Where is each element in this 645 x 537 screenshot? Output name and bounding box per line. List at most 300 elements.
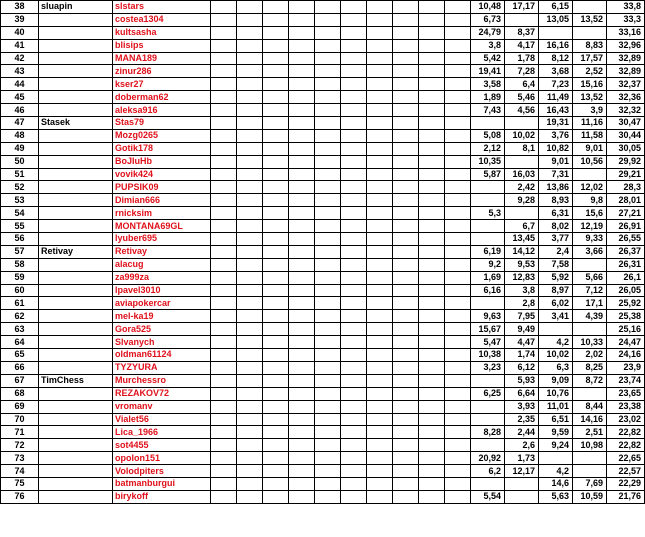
empty-cell: [289, 490, 315, 503]
empty-cell: [263, 387, 289, 400]
rank-cell: 64: [1, 336, 39, 349]
score-cell: 19,31: [539, 117, 573, 130]
empty-cell: [341, 361, 367, 374]
table-row: [1, 310, 645, 323]
empty-cell: [237, 361, 263, 374]
score-cell: 2,42: [505, 181, 539, 194]
empty-cell: [393, 271, 419, 284]
score-cell: 6,15: [539, 1, 573, 14]
rank-cell: 45: [1, 91, 39, 104]
score-cell: [505, 490, 539, 503]
rank-cell: 75: [1, 477, 39, 490]
empty-cell: [419, 181, 445, 194]
empty-cell: [289, 336, 315, 349]
owner-cell: [39, 78, 113, 91]
empty-cell: [393, 65, 419, 78]
empty-cell: [393, 452, 419, 465]
score-cell: 1,73: [505, 452, 539, 465]
empty-cell: [341, 26, 367, 39]
empty-cell: [445, 168, 471, 181]
empty-cell: [445, 194, 471, 207]
empty-cell: [367, 323, 393, 336]
score-cell: 9,2: [471, 258, 505, 271]
empty-cell: [289, 361, 315, 374]
total-score-cell: 22,82: [607, 439, 645, 452]
empty-cell: [237, 207, 263, 220]
score-cell: 13,05: [539, 13, 573, 26]
nickname-cell: opolon151: [113, 452, 211, 465]
empty-cell: [367, 258, 393, 271]
score-cell: 10,02: [539, 349, 573, 362]
empty-cell: [367, 194, 393, 207]
empty-cell: [211, 1, 237, 14]
empty-cell: [445, 452, 471, 465]
empty-cell: [211, 323, 237, 336]
empty-cell: [341, 349, 367, 362]
empty-cell: [367, 400, 393, 413]
rank-cell: 74: [1, 465, 39, 478]
score-cell: 10,98: [573, 439, 607, 452]
empty-cell: [315, 220, 341, 233]
score-cell: 1,89: [471, 91, 505, 104]
table-row: [1, 26, 645, 39]
score-cell: 14,16: [573, 413, 607, 426]
empty-cell: [445, 413, 471, 426]
nickname-cell: vromanv: [113, 400, 211, 413]
empty-cell: [211, 361, 237, 374]
empty-cell: [315, 310, 341, 323]
nickname-cell: aviapokercar: [113, 297, 211, 310]
rank-cell: 68: [1, 387, 39, 400]
empty-cell: [393, 374, 419, 387]
score-cell: 4,2: [539, 465, 573, 478]
empty-cell: [315, 78, 341, 91]
empty-cell: [211, 233, 237, 246]
empty-cell: [419, 452, 445, 465]
empty-cell: [367, 1, 393, 14]
score-cell: 5,66: [573, 271, 607, 284]
owner-cell: [39, 361, 113, 374]
owner-cell: [39, 297, 113, 310]
empty-cell: [263, 129, 289, 142]
empty-cell: [315, 104, 341, 117]
empty-cell: [289, 13, 315, 26]
score-cell: 10,48: [471, 1, 505, 14]
empty-cell: [211, 78, 237, 91]
empty-cell: [315, 477, 341, 490]
empty-cell: [393, 52, 419, 65]
empty-cell: [315, 168, 341, 181]
score-cell: 6,19: [471, 245, 505, 258]
empty-cell: [263, 284, 289, 297]
empty-cell: [289, 104, 315, 117]
empty-cell: [237, 91, 263, 104]
empty-cell: [263, 297, 289, 310]
score-cell: 10,38: [471, 349, 505, 362]
empty-cell: [445, 374, 471, 387]
empty-cell: [445, 207, 471, 220]
empty-cell: [393, 336, 419, 349]
empty-cell: [263, 426, 289, 439]
empty-cell: [263, 168, 289, 181]
empty-cell: [419, 361, 445, 374]
owner-cell: [39, 26, 113, 39]
empty-cell: [393, 439, 419, 452]
empty-cell: [393, 413, 419, 426]
empty-cell: [263, 181, 289, 194]
owner-cell: [39, 181, 113, 194]
score-cell: 10,59: [573, 490, 607, 503]
score-cell: 8,1: [505, 142, 539, 155]
empty-cell: [341, 104, 367, 117]
score-cell: 8,12: [539, 52, 573, 65]
empty-cell: [445, 465, 471, 478]
empty-cell: [263, 490, 289, 503]
score-cell: 6,16: [471, 284, 505, 297]
total-score-cell: 32,36: [607, 91, 645, 104]
nickname-cell: Vialet56: [113, 413, 211, 426]
score-cell: 11,16: [573, 117, 607, 130]
empty-cell: [237, 477, 263, 490]
empty-cell: [263, 452, 289, 465]
total-score-cell: 30,05: [607, 142, 645, 155]
empty-cell: [289, 181, 315, 194]
empty-cell: [419, 65, 445, 78]
empty-cell: [341, 194, 367, 207]
owner-cell: [39, 284, 113, 297]
empty-cell: [445, 26, 471, 39]
empty-cell: [289, 155, 315, 168]
empty-cell: [211, 310, 237, 323]
score-cell: 4,47: [505, 336, 539, 349]
owner-cell: [39, 477, 113, 490]
empty-cell: [341, 245, 367, 258]
empty-cell: [211, 117, 237, 130]
empty-cell: [341, 155, 367, 168]
empty-cell: [341, 323, 367, 336]
empty-cell: [289, 439, 315, 452]
empty-cell: [289, 142, 315, 155]
score-cell: 6,4: [505, 78, 539, 91]
empty-cell: [419, 336, 445, 349]
score-cell: 3,58: [471, 78, 505, 91]
empty-cell: [367, 65, 393, 78]
table-row: [1, 65, 645, 78]
empty-cell: [419, 349, 445, 362]
empty-cell: [367, 233, 393, 246]
owner-cell: [39, 233, 113, 246]
empty-cell: [445, 39, 471, 52]
empty-cell: [341, 91, 367, 104]
total-score-cell: 26,31: [607, 258, 645, 271]
empty-cell: [419, 13, 445, 26]
empty-cell: [367, 452, 393, 465]
rank-cell: 65: [1, 349, 39, 362]
score-cell: [471, 194, 505, 207]
score-cell: [471, 220, 505, 233]
nickname-cell: lpavel3010: [113, 284, 211, 297]
owner-cell: [39, 439, 113, 452]
empty-cell: [289, 477, 315, 490]
empty-cell: [237, 220, 263, 233]
empty-cell: [393, 220, 419, 233]
empty-cell: [341, 117, 367, 130]
empty-cell: [419, 104, 445, 117]
empty-cell: [445, 387, 471, 400]
empty-cell: [263, 400, 289, 413]
empty-cell: [263, 91, 289, 104]
empty-cell: [315, 207, 341, 220]
empty-cell: [263, 439, 289, 452]
empty-cell: [315, 258, 341, 271]
score-cell: [505, 117, 539, 130]
score-cell: [573, 387, 607, 400]
empty-cell: [263, 336, 289, 349]
empty-cell: [393, 181, 419, 194]
score-cell: 13,52: [573, 13, 607, 26]
empty-cell: [263, 13, 289, 26]
owner-cell: [39, 91, 113, 104]
empty-cell: [341, 168, 367, 181]
score-cell: 14,6: [539, 477, 573, 490]
score-cell: 6,12: [505, 361, 539, 374]
score-cell: 6,7: [505, 220, 539, 233]
empty-cell: [237, 52, 263, 65]
score-cell: 4,39: [573, 310, 607, 323]
empty-cell: [445, 233, 471, 246]
empty-cell: [445, 284, 471, 297]
score-cell: [505, 207, 539, 220]
score-cell: 8,83: [573, 39, 607, 52]
table-row: [1, 361, 645, 374]
empty-cell: [289, 452, 315, 465]
score-cell: [539, 26, 573, 39]
score-cell: 7,95: [505, 310, 539, 323]
empty-cell: [341, 181, 367, 194]
empty-cell: [315, 1, 341, 14]
empty-cell: [237, 349, 263, 362]
rank-cell: 72: [1, 439, 39, 452]
empty-cell: [341, 52, 367, 65]
total-score-cell: 23,65: [607, 387, 645, 400]
table-row: [1, 374, 645, 387]
score-cell: 5,42: [471, 52, 505, 65]
empty-cell: [367, 168, 393, 181]
empty-cell: [419, 310, 445, 323]
empty-cell: [341, 413, 367, 426]
score-cell: [471, 439, 505, 452]
score-cell: 5,3: [471, 207, 505, 220]
empty-cell: [367, 361, 393, 374]
table-row: [1, 91, 645, 104]
empty-cell: [211, 168, 237, 181]
empty-cell: [419, 142, 445, 155]
empty-cell: [263, 413, 289, 426]
empty-cell: [315, 336, 341, 349]
nickname-cell: Dimian666: [113, 194, 211, 207]
empty-cell: [341, 374, 367, 387]
score-cell: 8,97: [539, 284, 573, 297]
empty-cell: [367, 104, 393, 117]
score-cell: 9,09: [539, 374, 573, 387]
owner-cell: [39, 490, 113, 503]
empty-cell: [211, 336, 237, 349]
rank-cell: 76: [1, 490, 39, 503]
empty-cell: [211, 465, 237, 478]
empty-cell: [237, 65, 263, 78]
empty-cell: [393, 142, 419, 155]
owner-cell: [39, 194, 113, 207]
empty-cell: [263, 78, 289, 91]
score-cell: 9,49: [505, 323, 539, 336]
empty-cell: [315, 361, 341, 374]
empty-cell: [341, 258, 367, 271]
empty-cell: [341, 387, 367, 400]
table-row: [1, 129, 645, 142]
score-cell: 4,56: [505, 104, 539, 117]
owner-cell: [39, 65, 113, 78]
empty-cell: [237, 142, 263, 155]
empty-cell: [211, 39, 237, 52]
owner-cell: [39, 155, 113, 168]
score-cell: [471, 413, 505, 426]
empty-cell: [289, 297, 315, 310]
table-body: [1, 1, 645, 504]
empty-cell: [393, 400, 419, 413]
empty-cell: [211, 271, 237, 284]
empty-cell: [419, 271, 445, 284]
total-score-cell: 28,3: [607, 181, 645, 194]
table-row: [1, 155, 645, 168]
score-cell: 2,51: [573, 426, 607, 439]
table-row: [1, 452, 645, 465]
empty-cell: [367, 271, 393, 284]
total-score-cell: 32,96: [607, 39, 645, 52]
score-cell: 5,87: [471, 168, 505, 181]
nickname-cell: TYZYURA: [113, 361, 211, 374]
total-score-cell: 33,3: [607, 13, 645, 26]
score-cell: 2,12: [471, 142, 505, 155]
total-score-cell: 22,65: [607, 452, 645, 465]
empty-cell: [289, 65, 315, 78]
empty-cell: [263, 26, 289, 39]
table-row: [1, 168, 645, 181]
empty-cell: [237, 233, 263, 246]
empty-cell: [341, 452, 367, 465]
nickname-cell: vovik424: [113, 168, 211, 181]
empty-cell: [445, 245, 471, 258]
empty-cell: [211, 374, 237, 387]
score-cell: 8,28: [471, 426, 505, 439]
empty-cell: [237, 168, 263, 181]
empty-cell: [237, 258, 263, 271]
total-score-cell: 26,91: [607, 220, 645, 233]
score-cell: [573, 452, 607, 465]
empty-cell: [367, 207, 393, 220]
rank-cell: 71: [1, 426, 39, 439]
score-cell: 2,6: [505, 439, 539, 452]
table-row: [1, 336, 645, 349]
score-cell: 20,92: [471, 452, 505, 465]
score-cell: 8,37: [505, 26, 539, 39]
empty-cell: [367, 26, 393, 39]
nickname-cell: Volodpiters: [113, 465, 211, 478]
empty-cell: [367, 284, 393, 297]
empty-cell: [445, 65, 471, 78]
owner-cell: [39, 142, 113, 155]
empty-cell: [419, 477, 445, 490]
empty-cell: [445, 400, 471, 413]
empty-cell: [393, 310, 419, 323]
empty-cell: [263, 155, 289, 168]
score-cell: 1,69: [471, 271, 505, 284]
empty-cell: [419, 258, 445, 271]
empty-cell: [263, 245, 289, 258]
empty-cell: [445, 1, 471, 14]
empty-cell: [341, 220, 367, 233]
empty-cell: [263, 207, 289, 220]
rank-cell: 62: [1, 310, 39, 323]
score-cell: 3,8: [505, 284, 539, 297]
empty-cell: [445, 361, 471, 374]
empty-cell: [263, 52, 289, 65]
score-cell: 9,63: [471, 310, 505, 323]
nickname-cell: Gora525: [113, 323, 211, 336]
empty-cell: [393, 194, 419, 207]
empty-cell: [211, 65, 237, 78]
total-score-cell: 29,21: [607, 168, 645, 181]
empty-cell: [393, 207, 419, 220]
empty-cell: [315, 400, 341, 413]
table-row: [1, 426, 645, 439]
empty-cell: [237, 194, 263, 207]
score-cell: [505, 477, 539, 490]
empty-cell: [367, 155, 393, 168]
empty-cell: [393, 155, 419, 168]
empty-cell: [367, 490, 393, 503]
score-cell: 4,17: [505, 39, 539, 52]
rank-cell: 50: [1, 155, 39, 168]
empty-cell: [315, 387, 341, 400]
empty-cell: [289, 117, 315, 130]
empty-cell: [393, 1, 419, 14]
empty-cell: [419, 439, 445, 452]
empty-cell: [211, 477, 237, 490]
empty-cell: [393, 117, 419, 130]
empty-cell: [367, 336, 393, 349]
total-score-cell: 25,16: [607, 323, 645, 336]
empty-cell: [289, 323, 315, 336]
empty-cell: [367, 465, 393, 478]
score-cell: [573, 465, 607, 478]
empty-cell: [341, 233, 367, 246]
score-cell: 3,23: [471, 361, 505, 374]
rank-cell: 56: [1, 233, 39, 246]
score-cell: 6,64: [505, 387, 539, 400]
empty-cell: [315, 439, 341, 452]
owner-cell: [39, 104, 113, 117]
empty-cell: [263, 104, 289, 117]
empty-cell: [289, 310, 315, 323]
score-cell: 19,41: [471, 65, 505, 78]
score-cell: 8,44: [573, 400, 607, 413]
empty-cell: [237, 323, 263, 336]
empty-cell: [393, 104, 419, 117]
owner-cell: [39, 271, 113, 284]
rank-cell: 48: [1, 129, 39, 142]
empty-cell: [315, 271, 341, 284]
empty-cell: [341, 78, 367, 91]
